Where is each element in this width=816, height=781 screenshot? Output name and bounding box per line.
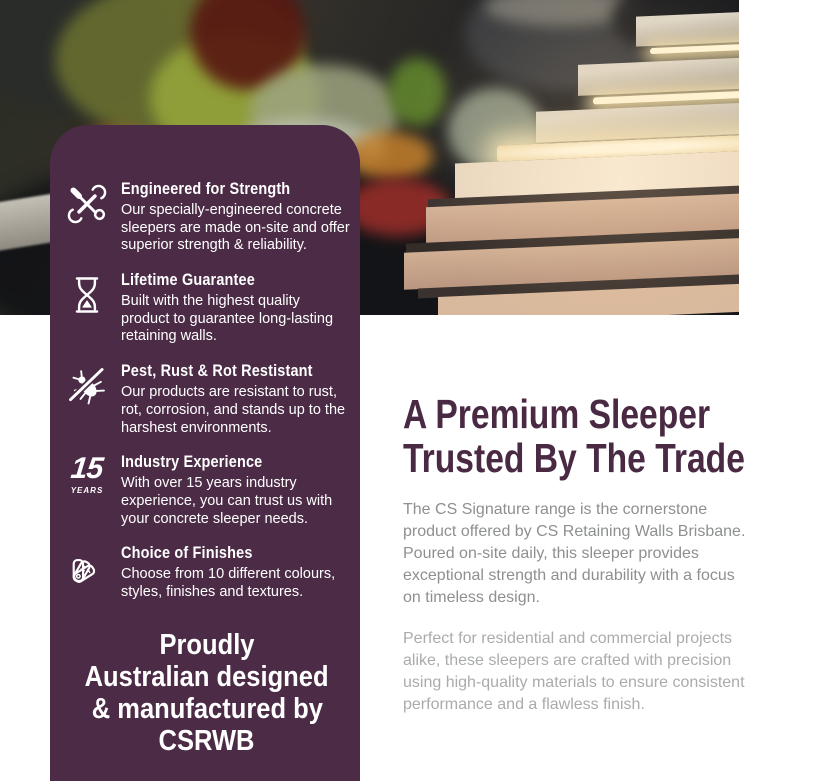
tagline-line: CSRWB [159,724,255,757]
tools-icon [62,179,112,255]
feature-description: Choose from 10 different colours, styles, finishes and textures. [121,566,336,600]
page-title [403,392,753,480]
years-label: YEARS [70,486,104,496]
heading-line: A Premium Sleeper [403,391,711,437]
tagline-line: Australian designed [85,660,329,693]
detail-paragraph: Perfect for residential and commercial projects alike, these sleepers are crafted with precision using high-quality materials to ensure consistent performance and a flawless finish. [403,630,745,713]
main-content [403,392,753,716]
feature-title: Choice of Finishes [121,543,253,563]
feature-engineered [62,179,352,255]
feature-title: Pest, Rust & Rot Restistant [121,361,313,381]
intro-paragraph: The CS Signature range is the cornerstone product offered by CS Retaining Walls Brisbane. Poured on-site daily, this sleeper provides exceptional strength and durability with a focus on timeless design. [403,501,746,606]
tagline-line: Proudly [159,628,255,661]
feature-description: With over 15 years industry experience, you can trust us with your concrete sleeper needs. [121,475,333,527]
feature-experience [62,452,352,528]
tagline-line: & manufactured by [91,692,323,725]
feature-title: Lifetime Guarantee [121,270,255,290]
features-card [50,125,360,781]
feature-description: Our specially-engineered concrete sleepers are made on-site and offer superior strength & reliability. [121,202,350,254]
heading-line: Trusted By The Trade [403,435,745,481]
feature-finishes [62,543,352,601]
card-tagline [62,629,352,757]
feature-pest-resistant [62,361,352,437]
years-number: 15 [69,452,105,486]
feature-title: Engineered for Strength [121,179,291,198]
fifteen-years-icon [62,452,112,528]
feature-title: Industry Experience [121,452,263,472]
hourglass-icon [62,270,112,346]
swatches-icon [62,543,112,601]
feature-description: Our products are resistant to rust, rot, corrosion, and stands up to the harshest environments. [121,384,346,436]
feature-guarantee [62,270,352,346]
feature-description: Built with the highest quality product to guarantee long-lasting retaining walls. [121,293,334,345]
bug-icon [62,361,112,437]
photo-warm-light [380,0,739,315]
